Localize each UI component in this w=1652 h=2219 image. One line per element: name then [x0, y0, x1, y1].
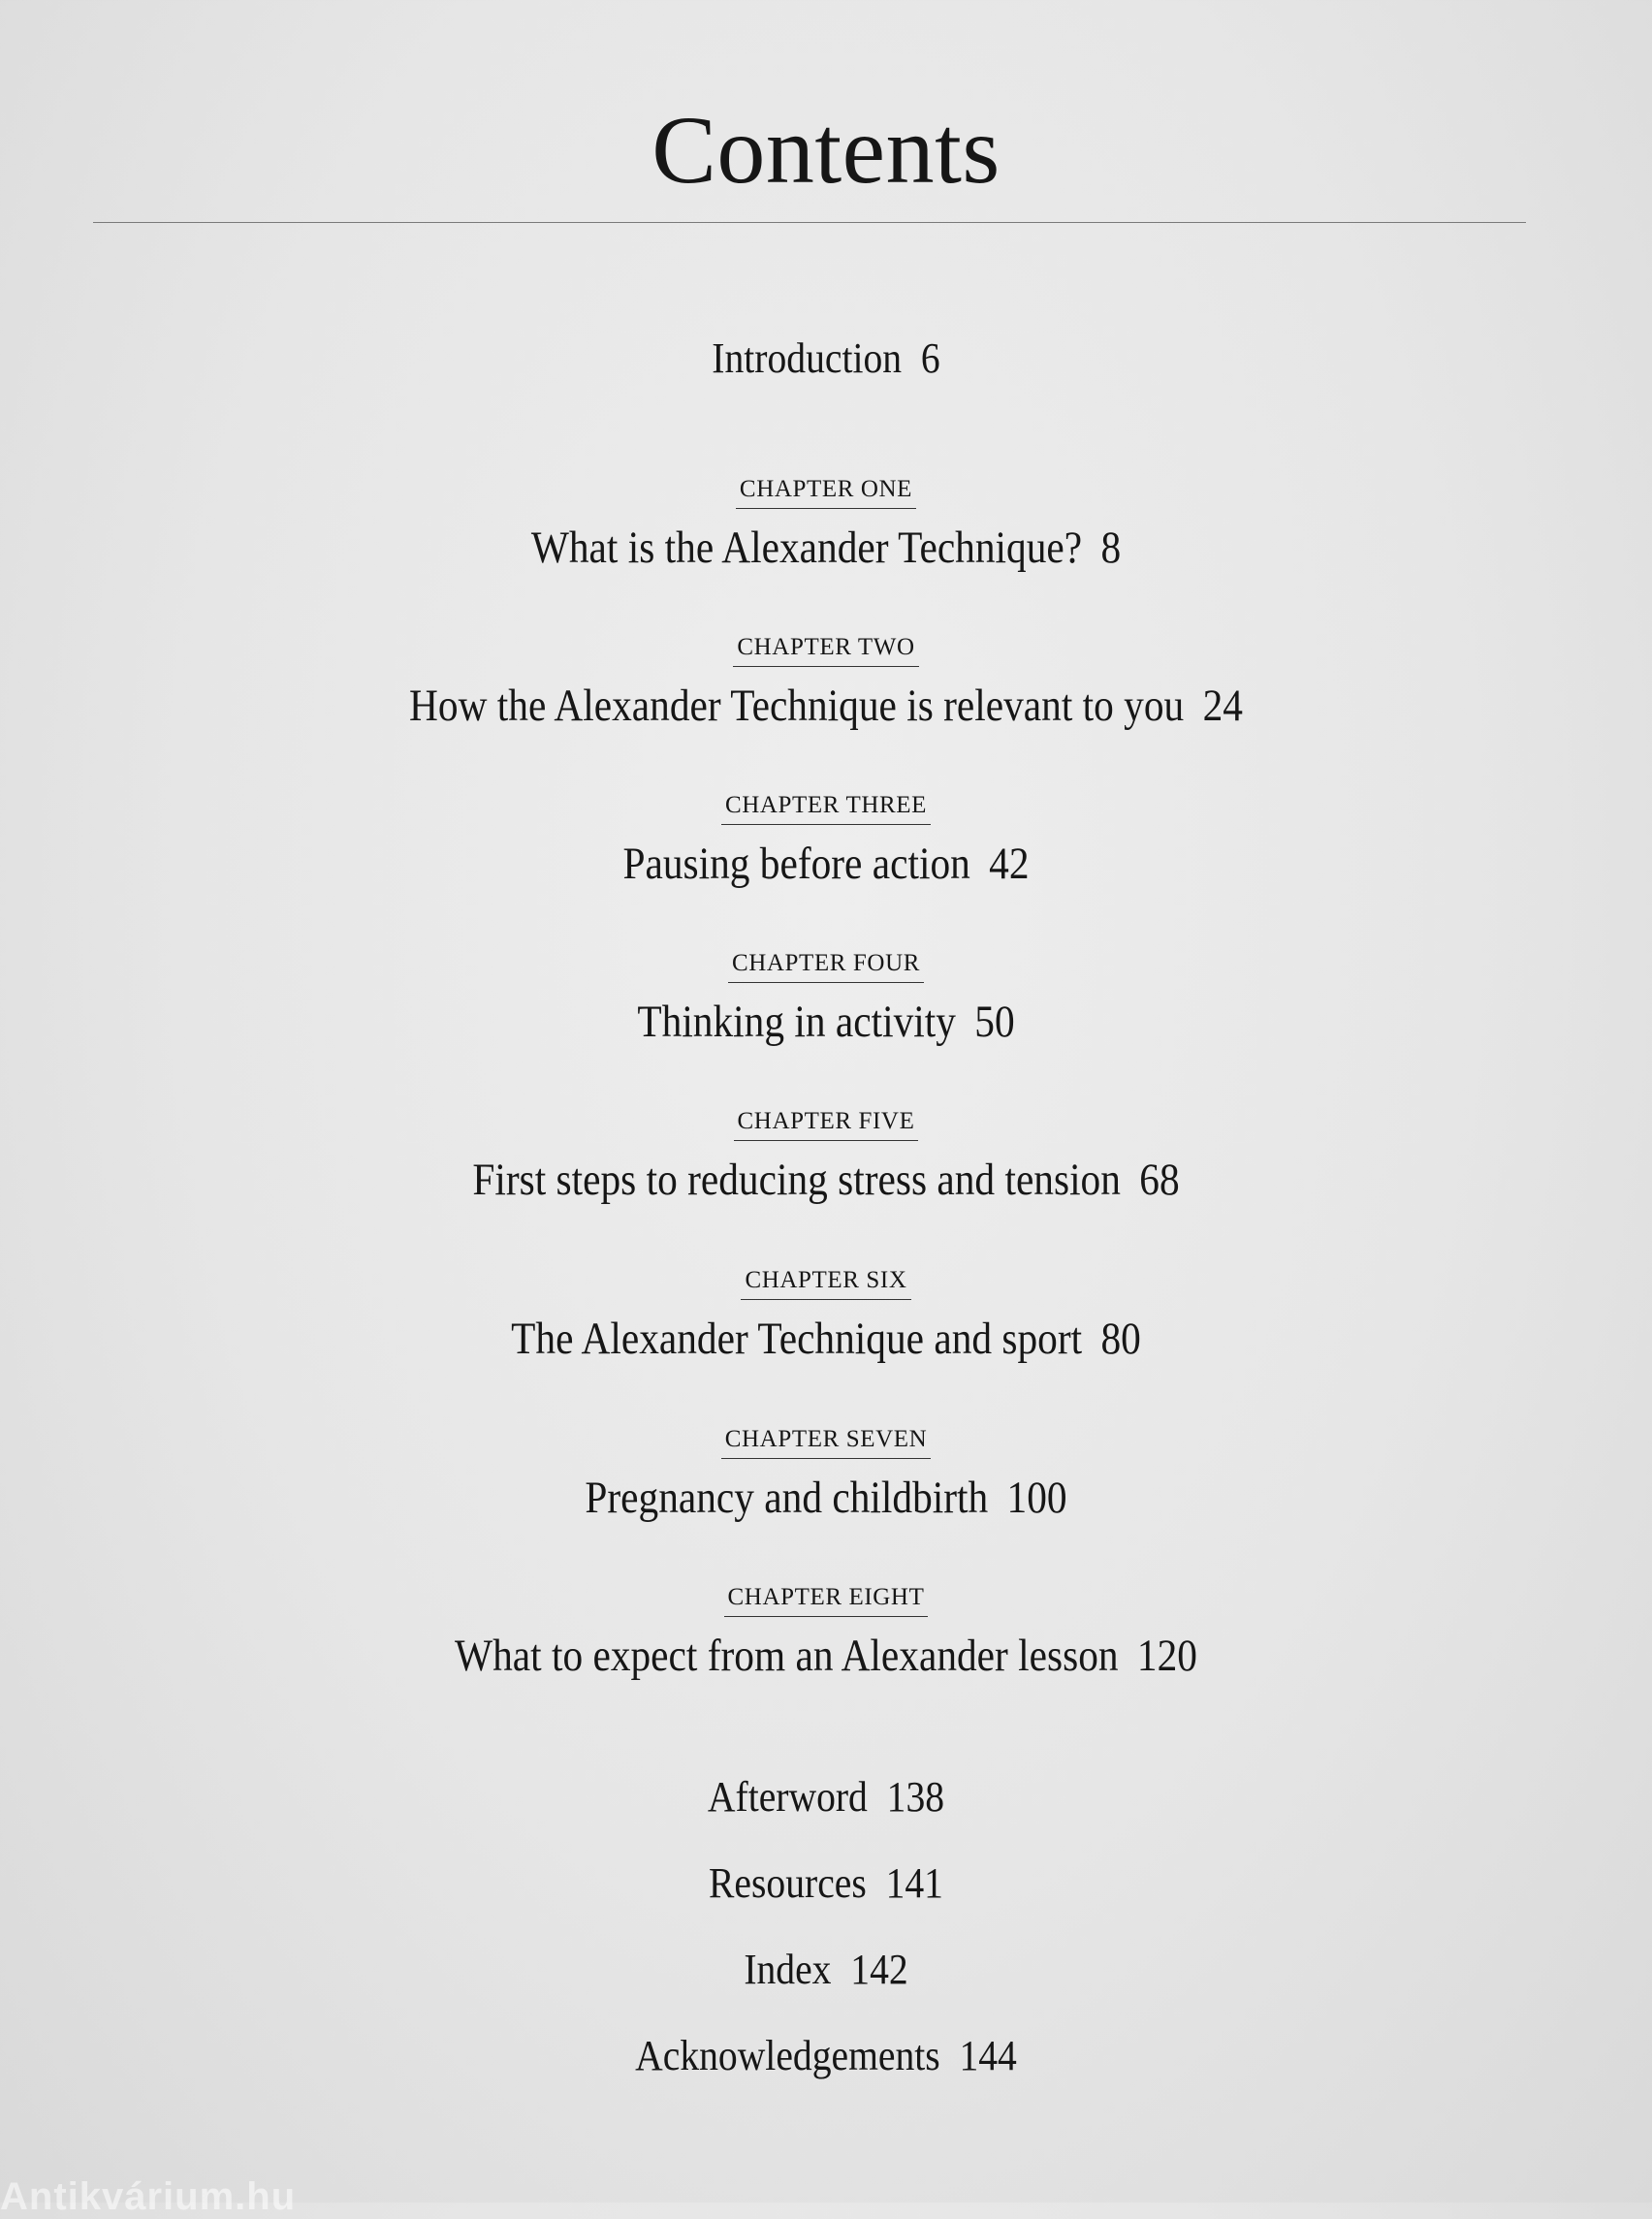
entry-page-number: 138	[886, 1773, 945, 1821]
toc-entry-acknowledgements[interactable]	[82, 2029, 1570, 2083]
chapter-label-text: CHAPTER FIVE	[734, 1106, 919, 1141]
entry-label: Resources	[709, 1859, 867, 1907]
chapter-page-number: 100	[1006, 1473, 1067, 1523]
toc-entry-chapter-two[interactable]	[99, 677, 1553, 735]
chapter-title-text: The Alexander Technique and sport	[511, 1314, 1083, 1364]
chapter-page-number: 8	[1100, 523, 1122, 573]
chapter-page-number: 68	[1139, 1155, 1180, 1205]
entry-page-number: 6	[920, 334, 940, 382]
title-divider	[93, 222, 1526, 223]
chapter-label-four	[0, 948, 1652, 983]
chapter-page-number: 50	[974, 997, 1015, 1047]
chapter-title-text: Pregnancy and childbirth	[585, 1473, 989, 1523]
chapter-label-seven	[0, 1424, 1652, 1459]
chapter-label-text: CHAPTER TWO	[733, 632, 918, 667]
chapter-label-text: CHAPTER SEVEN	[721, 1424, 932, 1459]
entry-label: Afterword	[707, 1773, 868, 1821]
chapter-page-number: 42	[989, 839, 1030, 889]
toc-entry-chapter-three[interactable]	[99, 835, 1553, 893]
entry-label: Acknowledgements	[635, 2032, 940, 2079]
chapter-title-text: First steps to reducing stress and tension	[472, 1155, 1121, 1205]
chapter-title-text: Pausing before action	[622, 839, 970, 889]
toc-entry-chapter-seven[interactable]	[99, 1469, 1553, 1527]
chapter-label-text: CHAPTER EIGHT	[724, 1582, 929, 1617]
chapter-label-three	[0, 790, 1652, 825]
toc-entry-chapter-six[interactable]	[99, 1310, 1553, 1368]
toc-entry-chapter-eight[interactable]	[99, 1627, 1553, 1685]
entry-page-number: 142	[850, 1946, 908, 1993]
chapter-label-text: CHAPTER ONE	[736, 474, 916, 509]
chapter-title-text: What to expect from an Alexander lesson	[455, 1631, 1119, 1681]
chapter-label-text: CHAPTER THREE	[721, 790, 931, 825]
chapter-title-text: What is the Alexander Technique?	[530, 523, 1083, 573]
chapter-label-text: CHAPTER SIX	[741, 1265, 910, 1300]
toc-entry-resources[interactable]	[82, 1856, 1570, 1911]
toc-entry-chapter-five[interactable]	[99, 1151, 1553, 1209]
toc-entry-afterword[interactable]	[82, 1770, 1570, 1824]
chapter-page-number: 80	[1100, 1314, 1141, 1364]
entry-label: Introduction	[712, 334, 903, 382]
entry-label: Index	[744, 1946, 832, 1993]
chapter-title-text: How the Alexander Technique is relevant to you	[409, 681, 1185, 731]
entry-page-number: 144	[959, 2032, 1017, 2079]
chapter-label-one	[0, 474, 1652, 509]
chapter-label-text: CHAPTER FOUR	[728, 948, 924, 983]
chapter-label-eight	[0, 1582, 1652, 1617]
chapter-label-five	[0, 1106, 1652, 1141]
chapter-label-two	[0, 632, 1652, 667]
toc-entry-chapter-four[interactable]	[99, 993, 1553, 1051]
entry-page-number: 141	[885, 1859, 943, 1907]
toc-entry-introduction[interactable]	[82, 332, 1570, 386]
chapter-page-number: 120	[1136, 1631, 1197, 1681]
chapter-label-six	[0, 1265, 1652, 1300]
toc-entry-index[interactable]	[82, 1943, 1570, 1997]
toc-entry-chapter-one[interactable]	[99, 519, 1553, 577]
chapter-page-number: 24	[1202, 681, 1243, 731]
page-title: Contents	[651, 96, 1001, 204]
chapter-title-text: Thinking in activity	[637, 997, 956, 1047]
watermark: Antikvárium.hu	[0, 2175, 297, 2218]
